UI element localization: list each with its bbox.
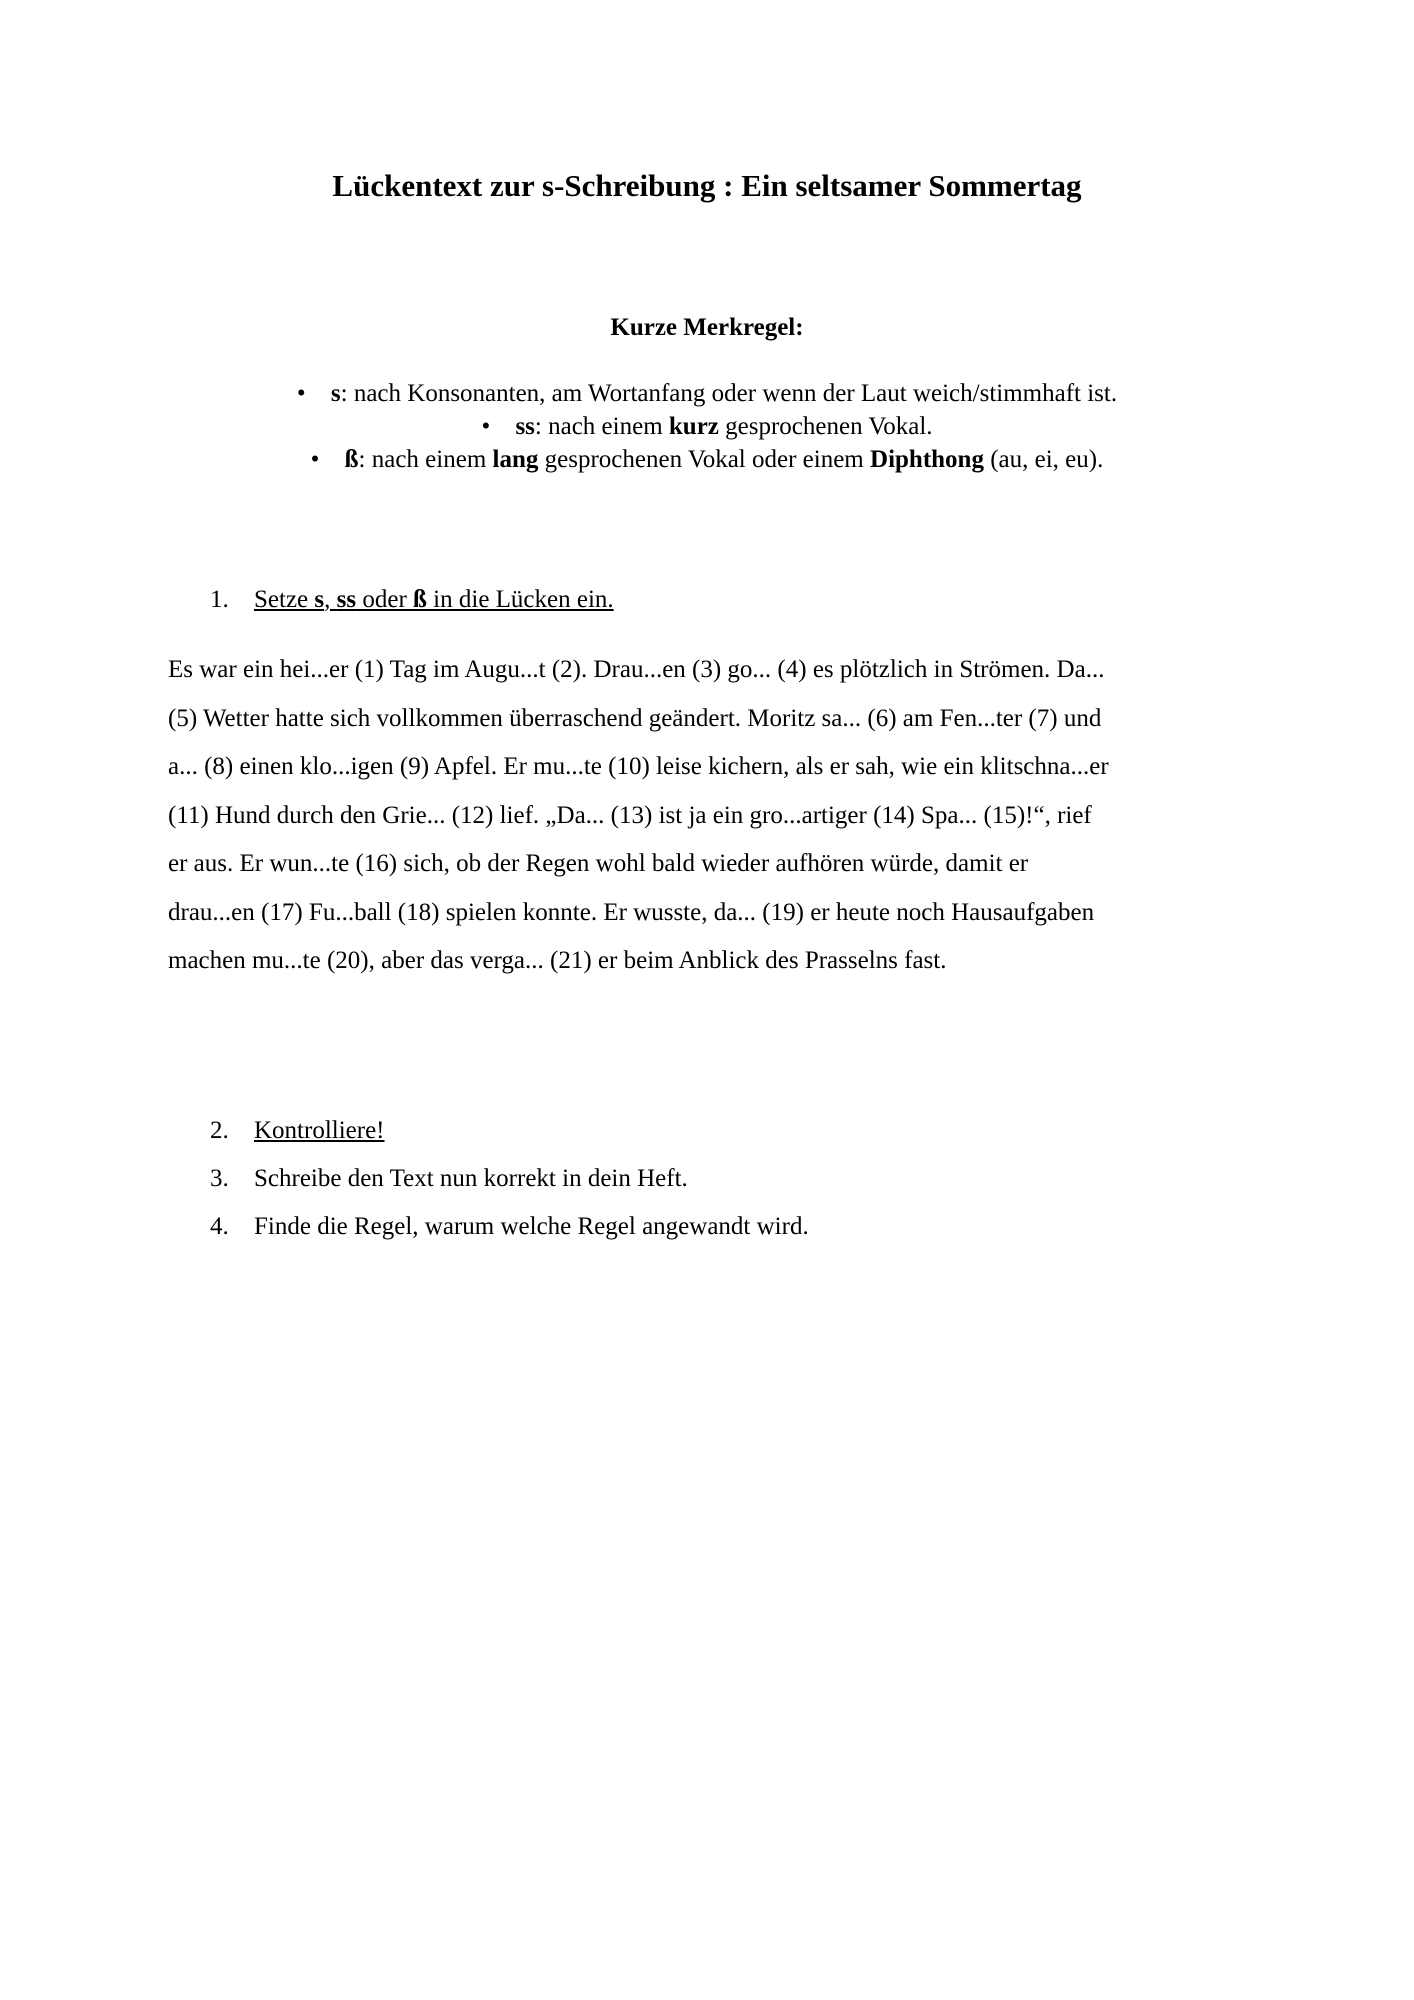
instruction-text: Setze <box>254 586 315 613</box>
rule-item-s <box>0 377 1414 410</box>
rule-item-eszett <box>0 443 1414 476</box>
task-3 <box>210 1162 688 1196</box>
rule-text: (au, ei, eu). <box>983 446 1104 473</box>
instruction-text: , <box>324 586 337 613</box>
instruction-ss: ss <box>336 586 357 613</box>
gap-text-line: er aus. Er wun...te (16) sich, ob der Regen wohl bald wieder aufhören würde, damit er <box>168 850 1029 877</box>
rule-emphasis: kurz <box>668 413 719 440</box>
task-2-text: Kontrolliere! <box>254 1117 385 1144</box>
instruction-s: s <box>314 586 325 613</box>
rule-text: gesprochenen Vokal oder einem <box>538 446 871 473</box>
task-1 <box>210 583 614 617</box>
rule-emphasis: lang <box>492 446 539 473</box>
task-4-text: Finde die Regel, warum welche Regel angewandt wird. <box>254 1213 809 1240</box>
rule-key: ß <box>344 446 359 473</box>
page-title: Lückentext zur s-Schreibung : Ein seltsamer Sommertag <box>332 168 1082 203</box>
gap-text-line: (5) Wetter hatte sich vollkommen überraschend geändert. Moritz sa... (6) am Fen...ter (7) und <box>168 704 1102 732</box>
gap-text-line: drau...en (17) Fu...ball (18) spielen konnte. Er wusste, da... (19) er heute noch Hausaufgaben <box>168 898 1095 926</box>
rule-text: : nach Konsonanten, am Wortanfang oder wenn der Laut weich/stimmhaft ist. <box>340 380 1118 407</box>
rule-emphasis: Diphthong <box>870 446 984 473</box>
instruction-eszett: ß <box>413 586 427 613</box>
instruction-text: in die Lücken ein. <box>426 586 614 613</box>
rule-text: : nach einem <box>534 413 669 440</box>
bullet-icon: • <box>310 446 320 473</box>
gap-text-line: machen mu...te (20), aber das verga... (21) er beim Anblick des Prasselns fast. <box>168 947 947 974</box>
gap-text-line: (11) Hund durch den Grie... (12) lief. „Da... (13) ist ja ein gro...artiger (14) Spa... (15)!“, rief <box>168 801 1092 829</box>
task-number: 3. <box>210 1165 229 1192</box>
task-1-instruction <box>254 586 614 613</box>
gap-text <box>168 646 1253 986</box>
bullet-icon: • <box>481 413 491 440</box>
task-2 <box>210 1114 385 1148</box>
gap-text-line: a... (8) einen klo...igen (9) Apfel. Er mu...te (10) leise kichern, als er sah, wie ein klitschna...er <box>168 753 1109 780</box>
task-4 <box>210 1210 809 1244</box>
task-3-text: Schreibe den Text nun korrekt in dein Heft. <box>254 1165 688 1192</box>
gap-text-line: Es war ein hei...er (1) Tag im Augu...t (2). Drau...en (3) go... (4) es plötzlich in Strömen. Da... <box>168 656 1105 683</box>
task-number: 2. <box>210 1117 229 1144</box>
rule-heading: Kurze Merkregel: <box>610 314 804 341</box>
task-number: 4. <box>210 1213 229 1240</box>
bullet-icon: • <box>296 380 306 407</box>
rule-item-ss <box>0 410 1414 443</box>
rule-key: s <box>330 380 341 407</box>
rule-list <box>0 377 1414 476</box>
rule-key: ss <box>515 413 535 440</box>
task-number: 1. <box>210 586 229 613</box>
instruction-text: oder <box>356 586 414 613</box>
rule-text: gesprochenen Vokal. <box>718 413 933 440</box>
rule-text: : nach einem <box>358 446 493 473</box>
